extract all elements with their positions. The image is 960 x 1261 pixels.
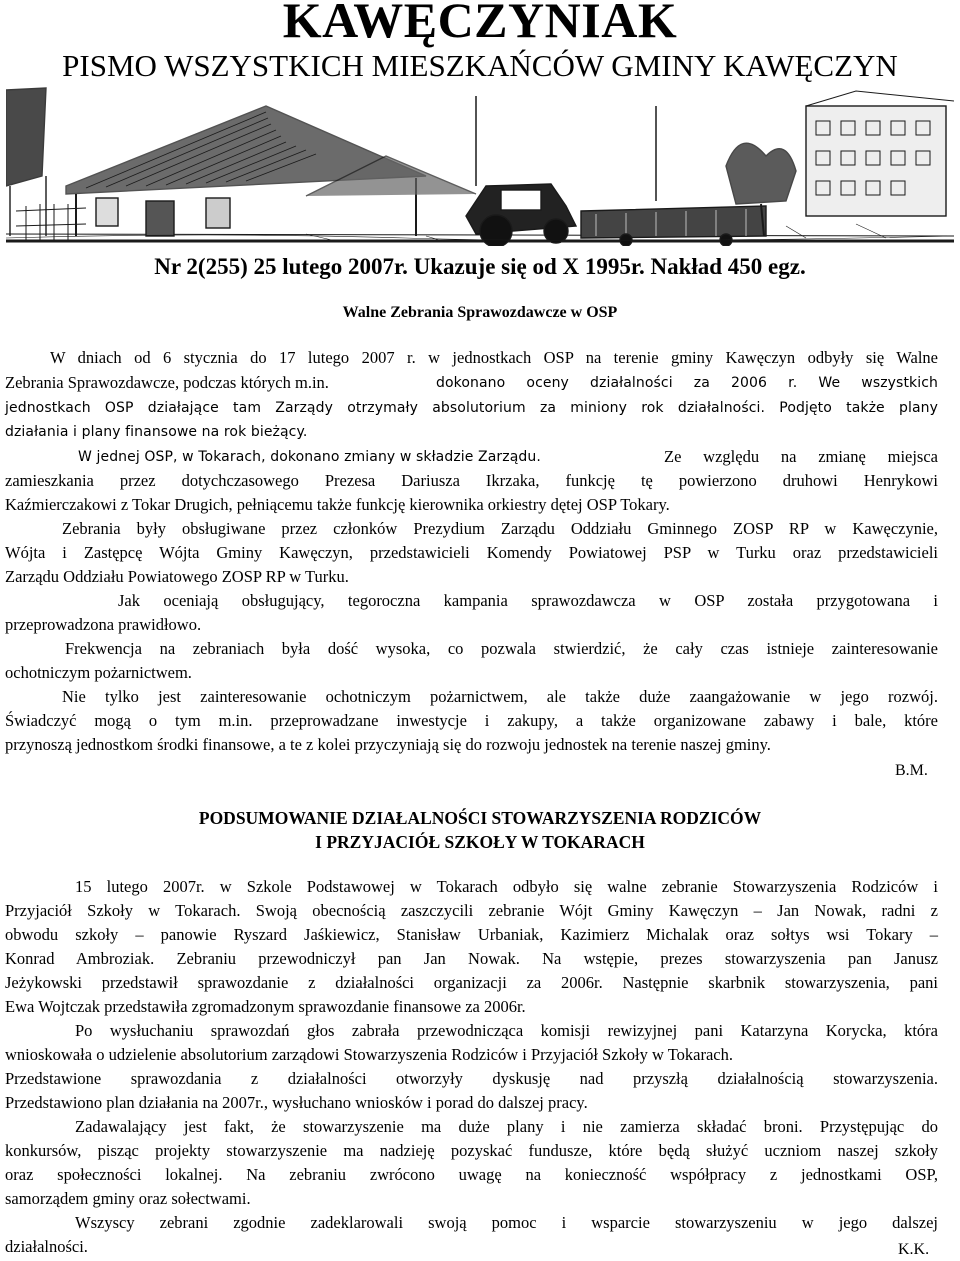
article-2-line: Zadawalający jest fakt, że stowarzyszenie ma duże plany i nie zamierza składać broni. Przystępując do (75, 1117, 938, 1136)
article-1-line: Jak oceniają obsługujący, tegoroczna kampania sprawozdawcza w OSP została przygotowana i (118, 591, 938, 610)
article-2-line: Po wysłuchaniu sprawozdań głos zabrała przewodnicząca komisji rewizyjnej pani Katarzyna Korycka, która (75, 1021, 938, 1040)
article-1-line: dokonano oceny działalności za 2006 r. We wszystkich (436, 375, 938, 391)
article-2-title-line-1: PODSUMOWANIE DZIAŁALNOŚCI STOWARZYSZENIA RODZICÓW (198, 808, 762, 828)
article-1-line: Kaźmierczakowi z Tokar Drugich, pełniącemu także funkcję kierownika orkiestry dętej OSP Tokary. (5, 495, 670, 514)
article-1-line: Wójta i Zastępcę Wójta Gminy Kawęczyn, przedstawicieli Komendy Powiatowej PSP w Turku oraz przedstawicieli (5, 543, 938, 562)
article-2-title-line-2: I PRZYJACIÓŁ SZKOŁY W TOKARACH (315, 832, 645, 852)
article-1-line: Świadczyć mogą o tym m.in. przeprowadzane inwestycje i zakupy, a także organizowane zabawy i bale, które (5, 711, 938, 730)
article-2-line: konkursów, pisząc projekty stowarzyszenie ma nadzieję pozyskać fundusze, które będą służyć uczniom naszej szkoły (5, 1141, 938, 1160)
article-1-line: zamieszkania przez dotychczasowego Prezesa Dariusza Ikrzaka, funkcję tę powierzono druhowi Henrykowi (5, 471, 938, 490)
article-2-line: działalności. (5, 1237, 88, 1256)
article-2-line: oraz społeczności lokalnej. Na zebraniu zwrócono uwagę na konieczność współpracy z jednostkami OSP, (5, 1165, 938, 1184)
article-2-line: obwodu szkoły – panowie Ryszard Jaśkiewicz, Stanisław Urbaniak, Kazimierz Michalak oraz sołtys wsi Tokary – (5, 925, 938, 944)
article-1-line: ochotniczym pożarnictwem. (5, 663, 192, 682)
article-1-line: W dniach od 6 stycznia do 17 lutego 2007 r. w jednostkach OSP na terenie gminy Kawęczyn odbyły się Walne (50, 348, 938, 367)
article-1-line: Ze względu na zmianę miejsca (664, 447, 938, 466)
article-2-line: Ewa Wojtczak przedstawiła zgromadzonym sprawozdanie finansowe za 2006r. (5, 997, 526, 1016)
article-2-line: Jeżykowski przedstawił sprawozdanie z działalności organizacji za 2006r. Następnie skarbnik stowarzyszenia, pani (5, 973, 938, 992)
article-1-line: przynoszą jednostkom środki finansowe, a te z kolei przyczyniają się do rozwoju jednostek na terenie naszej gminy. (5, 735, 771, 754)
article-1-line: działania i plany finansowe na rok bieżący. (5, 424, 308, 440)
masthead-subtitle: PISMO WSZYSTKICH MIESZKAŃCÓW GMINY KAWĘCZYN (62, 48, 898, 83)
article-2-line: samorządem gminy oraz sołectwami. (5, 1189, 251, 1208)
article-1-line: Zebrania były obsługiwane przez członków Prezydium Zarządu Oddziału Gminnego ZOSP RP w Kawęczynie, (62, 519, 938, 538)
issue-info-line: Nr 2(255) 25 lutego 2007r. Ukazuje się od X 1995r. Nakład 450 egz. (154, 254, 806, 279)
article-1-title: Walne Zebrania Sprawozdawcze w OSP (342, 304, 618, 321)
article-2-signature: K.K. (898, 1241, 930, 1258)
article-1-line: Zarządu Oddziału Powiatowego ZOSP RP w Turku. (5, 567, 349, 586)
article-1-signature: B.M. (895, 762, 928, 779)
article-1-line: jednostkach OSP działające tam Zarządy otrzymały absolutorium za miniony rok działalności. Podjęto także plany (5, 400, 938, 416)
article-1-line: Nie tylko jest zainteresowanie ochotniczym pożarnictwem, ale także duże zaangażowanie w jego rozwój. (62, 687, 938, 706)
article-1-line: przeprowadzona prawidłowo. (5, 615, 202, 634)
masthead-title: KAWĘCZYNIAK (282, 0, 678, 48)
article-2-line: Wszyscy zebrani zgodnie zadeklarowali swoją pomoc i wsparcie stowarzyszeniu w jego dalszej (75, 1213, 938, 1232)
article-2-line: 15 lutego 2007r. w Szkole Podstawowej w Tokarach odbyło się walne zebranie Stowarzyszenia Rodziców i (75, 877, 938, 896)
village-sketch-illustration (6, 86, 954, 246)
article-2-line: Przedstawione sprawozdania z działalności otworzyły dyskusję nad przyszłą działalnością stowarzyszenia. (5, 1069, 938, 1088)
article-2-line: Konrad Ambroziak. Zebraniu przewodniczył pan Jan Nowak. Na wstępie, prezes stowarzyszenia pan Janusz (5, 949, 938, 968)
article-2-line: Przyjaciół Szkoły w Tokarach. Swoją obecnością zaszczycili zebranie Wójt Gminy Kawęczyn – Jan Nowak, radni z (5, 901, 938, 920)
article-1-line: W jednej OSP, w Tokarach, dokonano zmiany w składzie Zarządu. (78, 449, 541, 465)
article-2-line: Przedstawiono plan działania na 2007r., wysłuchano wniosków i porad do dalszej pracy. (5, 1093, 588, 1112)
article-1-line: Zebrania Sprawozdawcze, podczas których m.in. (5, 373, 329, 392)
article-1-line: Frekwencja na zebraniach była dość wysoka, co pozwala stwierdzić, że cały czas istnieje zainteresowanie (65, 639, 938, 658)
article-2-line: wnioskowała o udzielenie absolutorium zarządowi Stowarzyszenia Rodziców i Przyjaciół Szkoły w Tokarach. (5, 1045, 733, 1064)
